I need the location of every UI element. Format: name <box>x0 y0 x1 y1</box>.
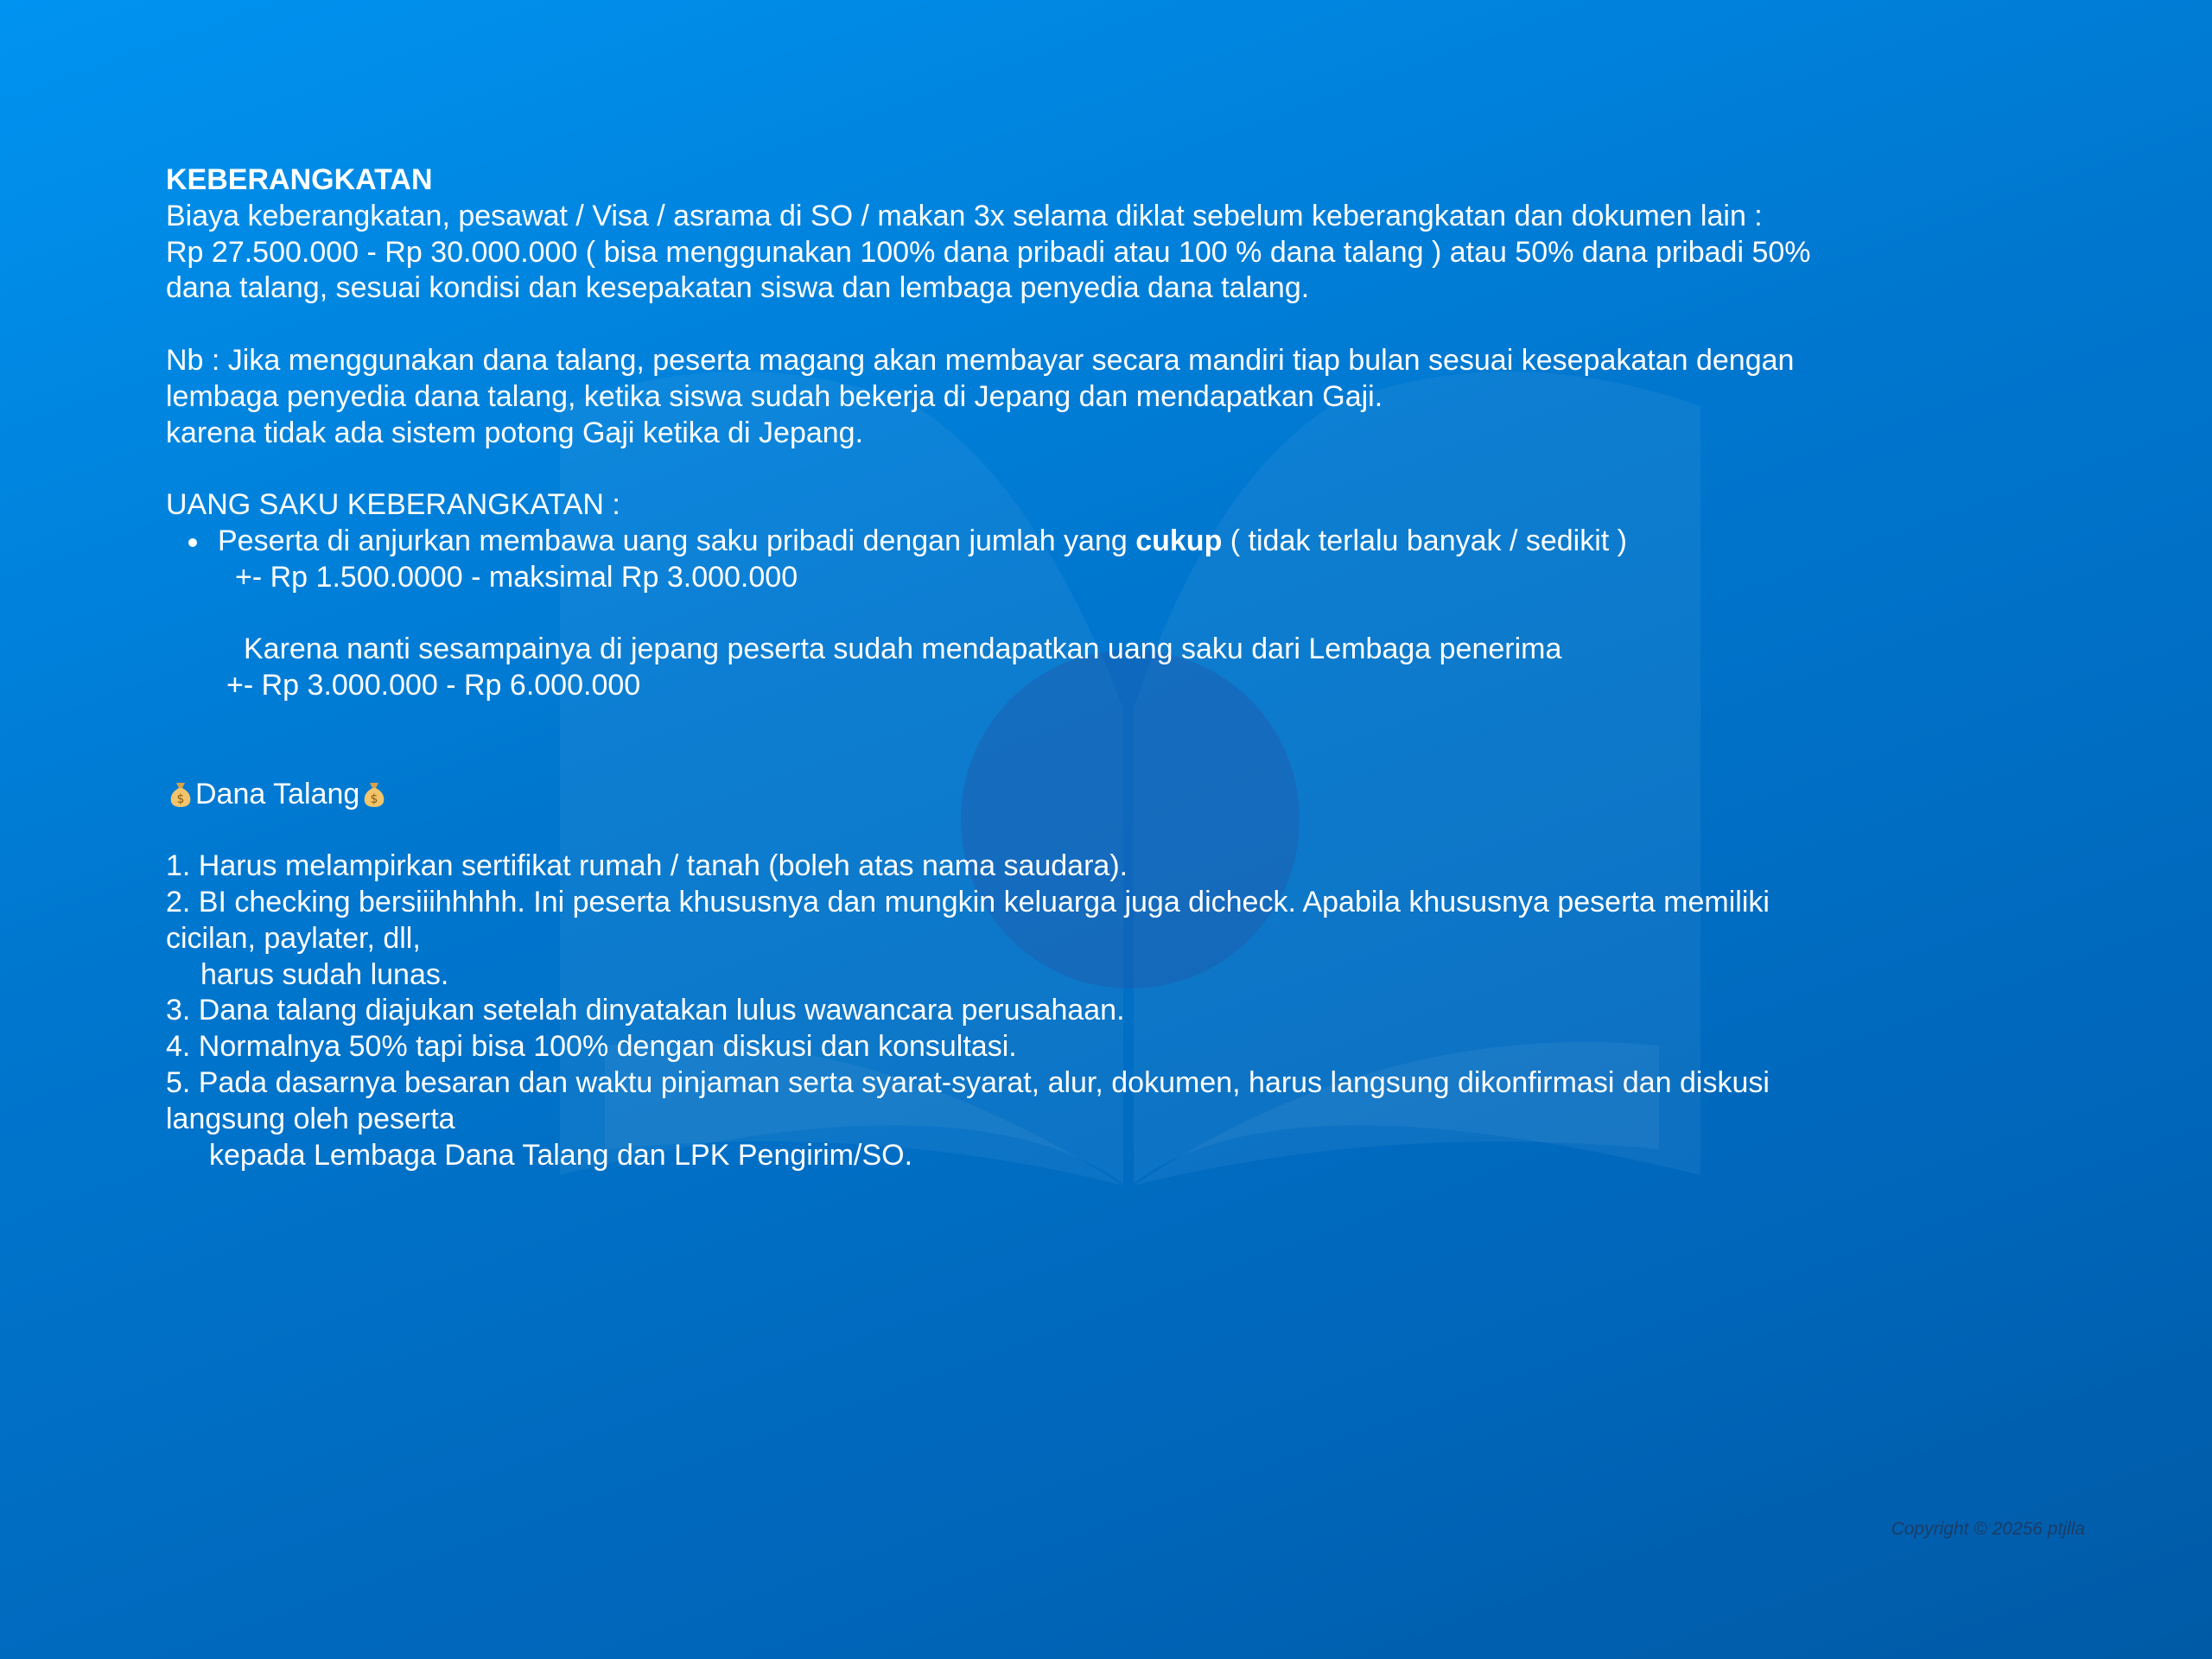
pocket-money-range-1: +- Rp 1.500.0000 - maksimal Rp 3.000.000 <box>235 560 798 594</box>
copyright-text: Copyright © 20256 ptjlla <box>1891 1519 2085 1539</box>
dana-talang-item-4: 4. Normalnya 50% tapi bisa 100% dengan diskusi dan konsultasi. <box>166 1030 1017 1064</box>
pocket-money-bullet <box>166 524 2015 560</box>
bullet-text-before: Peserta di anjurkan membawa uang saku pribadi dengan jumlah yang <box>218 524 1136 557</box>
svg-text:$: $ <box>176 791 185 806</box>
money-bag-icon <box>359 779 389 809</box>
spacer <box>166 812 2015 849</box>
departure-cost-line-3: dana talang, sesuai kondisi dan kesepakatan siswa dan lembaga penyedia dana talang. <box>166 271 1310 305</box>
note-line-1: Nb : Jika menggunakan dana talang, peserta magang akan membayar secara mandiri tiap bulan sesuai kesepakatan dengan <box>166 343 1795 377</box>
dana-talang-item-2-cont: harus sudah lunas. <box>200 957 449 991</box>
note-line-2: lembaga penyedia dana talang, ketika siswa sudah bekerja di Jepang dan mendapatkan Gaji. <box>166 379 1383 413</box>
dana-talang-item-5-cont: kepada Lembaga Dana Talang dan LPK Pengirim/SO. <box>209 1138 913 1172</box>
spacer <box>166 307 2015 343</box>
note-line-3: karena tidak ada sistem potong Gaji ketika di Jepang. <box>166 416 864 449</box>
pocket-money-range-2: +- Rp 3.000.000 - Rp 6.000.000 <box>226 669 641 702</box>
section-heading-uang-saku: UANG SAKU KEBERANGKATAN : <box>166 488 620 522</box>
dana-talang-title: Dana Talang <box>195 777 360 810</box>
dana-talang-item-2-cont: cicilan, paylater, dll, <box>166 921 421 955</box>
dana-talang-item-5: 5. Pada dasarnya besaran dan waktu pinjaman serta syarat-syarat, alur, dokumen, harus langsung dikonfirmasi dan diskusi <box>166 1065 1770 1099</box>
bullet-text-bold: cukup <box>1135 524 1223 557</box>
svg-text:$: $ <box>370 791 378 806</box>
pocket-money-note: Karena nanti sesampainya di jepang peserta sudah mendapatkan uang saku dari Lembaga penerima <box>244 632 1562 666</box>
bullet-dot <box>188 538 197 547</box>
dana-talang-item-5-cont: langsung oleh peserta <box>166 1102 455 1135</box>
spacer <box>166 596 2015 632</box>
dana-talang-item-2: 2. BI checking bersiiihhhhh. Ini peserta khususnya dan mungkin keluarga juga dicheck. Apabila khususnya peserta memiliki <box>166 885 1770 918</box>
departure-cost-line-1: Biaya keberangkatan, pesawat / Visa / asrama di SO / makan 3x selama diklat sebelum keberangkatan dan dokumen lain : <box>166 199 1763 232</box>
dana-talang-item-1: 1. Harus melampirkan sertifikat rumah / tanah (boleh atas nama saudara). <box>166 849 1128 883</box>
dana-talang-item-3: 3. Dana talang diajukan setelah dinyatakan lulus wawancara perusahaan. <box>166 994 1125 1027</box>
bullet-text-after: ( tidak terlalu banyak / sedikit ) <box>1222 524 1627 557</box>
spacer <box>166 704 2015 741</box>
section-heading-keberangkatan: KEBERANGKATAN <box>166 163 433 196</box>
spacer <box>166 451 2015 487</box>
main-content <box>166 162 2015 1173</box>
section-heading-dana-talang <box>166 777 2015 813</box>
departure-cost-line-2: Rp 27.500.000 - Rp 30.000.000 ( bisa menggunakan 100% dana pribadi atau 100 % dana talang ) atau 50% dana pribadi 50% <box>166 235 1811 269</box>
money-bag-icon <box>166 779 195 809</box>
spacer <box>166 741 2015 777</box>
